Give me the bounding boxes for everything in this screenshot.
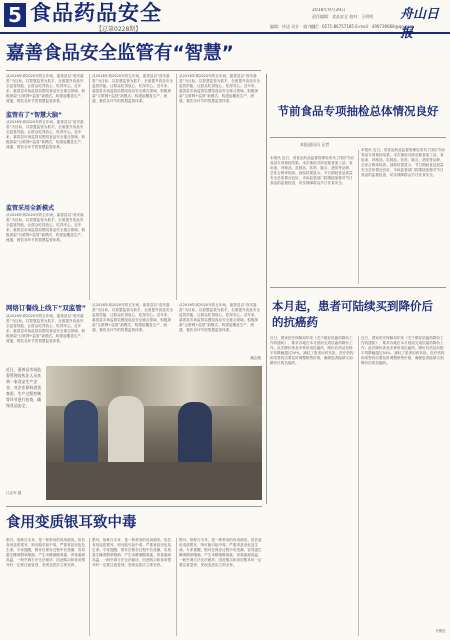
date-line: 2018年9月29日 (312, 8, 346, 13)
article4-col1: 银耳，俗称白木耳，是一种常用的食用菌类。但若食用变质银耳，则可能引起中毒，严重者甚至危及生命。专家提醒，银耳在保存过程中若受潮，容易滋生椰毒假单胞菌，产生米酵菌酸毒素，该毒素耐高温，一般烹调方法无法破坏，因此购买和食用银耳时一定要注意鉴别，发现变质应立即丢弃。 (6, 538, 86, 567)
article1-author: 潘志刚 (250, 356, 261, 360)
editor-line: 编辑：传达 设计：姚力丹 (270, 24, 316, 29)
article1-col2-b: 从2016年到2020年的五年间，嘉善县以“食安嘉善”为目标，以智慧监管为抓手，全面提升食品安全监管效能，让群众吃得放心、吃得安心。近年来，嘉善县市场监管局围绕食品安全重点领域，积极探索“互联网+监管”新模式，构建起覆盖生产、流通、餐饮各环节的智慧监管体系。 (92, 303, 173, 332)
article1-col3: 从2016年到2020年的五年间，嘉善县以“食安嘉善”为目标，以智慧监管为抓手，全面提升食品安全监管效能，让群众吃得放心、吃得安心。近年来，嘉善县市场监管局围绕食品安全重点领域，积极探索“互联网+监管”新模式，构建起覆盖生产、流通、餐饮各环节的智慧监管体系。 (179, 74, 260, 103)
col-divider (358, 336, 359, 636)
article1-col1-d: 从2016年到2020年的五年间，嘉善县以“食安嘉善”为目标，以智慧监管为抓手，全面提升食品安全监管效能，让群众吃得放心、吃得安心。近年来，嘉善县市场监管局围绕食品安全重点领域，积极探索“互联网+监管”新模式，构建起覆盖生产、流通、餐饮各环节的智慧监管体系。 (6, 314, 86, 343)
article1-col1-c: 从2016年到2020年的五年间，嘉善县以“食安嘉善”为目标，以智慧监管为抓手，全面提升食品安全监管效能，让群众吃得放心、吃得安心。近年来，嘉善县市场监管局围绕食品安全重点领域，积极探索“互联网+监管”新模式，构建起覆盖生产、流通、餐饮各环节的智慧监管体系。 (6, 213, 86, 242)
col-divider (89, 74, 90, 300)
article4-col3: 银耳，俗称白木耳，是一种常用的食用菌类。但若食用变质银耳，则可能引起中毒，严重者甚至危及生命。专家提醒，银耳在保存过程中若受潮，容易滋生椰毒假单胞菌，产生米酵菌酸毒素，该毒素耐高温，一般烹调方法无法破坏，因此购买和食用银耳时一定要注意鉴别，发现变质应立即丢弃。 (179, 538, 262, 567)
page-header (0, 0, 450, 40)
newspaper-logo: 舟山日报 (400, 7, 440, 41)
article2-title: 节前食品专项抽检总体情况良好 (277, 104, 439, 118)
edition-label: 【总第0228期】 (96, 26, 142, 33)
col-divider (176, 538, 177, 636)
article1-title: 嘉善食品安全监管有“智慧” (6, 43, 234, 64)
photo-credit: 江志军 摄 (6, 491, 22, 495)
article1-col1-a: 从2016年到2020年的五年间，嘉善县以“食安嘉善”为目标，以智慧监管为抓手，全面提升食品安全监管效能，让群众吃得放心、吃得安心。近年来，嘉善县市场监管局围绕食品安全重点领域，积极探索“互联网+监管”新模式，构建起覆盖生产、流通、餐饮各环节的智慧监管体系。 (6, 74, 86, 103)
article4-rule (6, 506, 262, 507)
col-divider (176, 74, 177, 300)
article1-rule (6, 70, 261, 71)
col-divider (358, 150, 359, 284)
article3-title: 本月起，患者可陆续买到降价后的抗癌药 (272, 299, 433, 329)
footer-editor: 马维红 (435, 629, 446, 633)
article1-col3-b: 从2016年到2020年的五年间，嘉善县以“食安嘉善”为目标，以智慧监管为抓手，全面提升食品安全监管效能，让群众吃得放心、吃得安心。近年来，嘉善县市场监管局围绕食品安全重点领域，积极探索“互联网+监管”新模式，构建起覆盖生产、流通、餐饮各环节的智慧监管体系。 (179, 303, 260, 332)
article4-title: 食用变质银耳致中毒 (6, 515, 137, 531)
section-title: 食品药品安全 (30, 1, 162, 25)
photo-table (46, 462, 262, 500)
header-rule (0, 32, 450, 34)
phone-line: 电话：0571-86757185 E-mail：490739668@qq.com (310, 24, 414, 29)
article1-col2: 从2016年到2020年的五年间，嘉善县以“食安嘉善”为目标，以智慧监管为抓手，全面提升食品安全监管效能，让群众吃得放心、吃得安心。近年来，嘉善县市场监管局围绕食品安全重点领域，积极探索“互联网+监管”新模式，构建起覆盖生产、流通、餐饮各环节的智慧监管体系。 (92, 74, 173, 103)
page-number: 5 (4, 3, 26, 27)
photo-caption: 近日，嘉善县市场监督管理局执法人员来到一家食品生产企业，对企业原料进货查验、生产过程控制等环节进行检查，确保食品安全。 (6, 367, 42, 408)
article2-byline: 本报通讯员 记者 (300, 142, 330, 147)
article2-col2: 本报讯 近日，省食品药品监督管理局发布了国庆节前食品专项抽检结果。本次抽检共涉及粮食加工品、食用油、肉制品、乳制品、饮料、糕点、酒类等品种，总体合格率较高。抽检结果显示，节日期间食品质量安全总体情况良好，市场监管部门将继续加强对节日食品的监督检查，切实保障群众节日饮食安全。 (361, 148, 445, 177)
article2-col1: 本报讯 近日，省食品药品监督管理局发布了国庆节前食品专项抽检结果。本次抽检共涉及粮食加工品、食用油、肉制品、乳制品、饮料、糕点、酒类等品种，总体合格率较高。抽检结果显示，节日期间食品质量安全总体情况良好，市场监管部门将继续加强对节日食品的监督检查，切实保障群众节日饮食安全。 (270, 156, 354, 185)
article2-rule (270, 137, 446, 138)
date-line-2: 责任编辑：食品安全 校对：王明明 (312, 14, 374, 19)
section-rule (270, 287, 446, 288)
article1-col1-b: 从2016年到2020年的五年间，嘉善县以“食安嘉善”为目标，以智慧监管为抓手，全面提升食品安全监管效能，让群众吃得放心、吃得安心。近年来，嘉善县市场监管局围绕食品安全重点领域，积极探索“互联网+监管”新模式，构建起覆盖生产、流通、餐饮各环节的智慧监管体系。 (6, 120, 86, 149)
subheading-brain: 监管有了“智慧大脑” (6, 112, 62, 119)
subheading-mode: 监管采用全新模式 (6, 205, 55, 212)
news-photo (46, 366, 262, 500)
subheading-delivery: 网络订餐线上线下“双监管” (6, 304, 87, 312)
article3-col1: 近日，国家医疗保障局印发《关于做好抗癌药降价工作的通知》，要求各地在本月底前完成抗癌药降价工作。此次降价涉及多种常用抗癌药，降价后药品价格平均降幅超过50%，减轻了患者用药负担。医疗机构和零售药店要及时调整销售价格，确保患者能够买到降价后的抗癌药。 (270, 336, 354, 365)
article3-col2: 近日，国家医疗保障局印发《关于做好抗癌药降价工作的通知》，要求各地在本月底前完成抗癌药降价工作。此次降价涉及多种常用抗癌药，降价后药品价格平均降幅超过50%，减轻了患者用药负担。医疗机构和零售药店要及时调整销售价格，确保患者能够买到降价后的抗癌药。 (361, 336, 445, 365)
col-divider (89, 538, 90, 636)
article4-col2: 银耳，俗称白木耳，是一种常用的食用菌类。但若食用变质银耳，则可能引起中毒，严重者甚至危及生命。专家提醒，银耳在保存过程中若受潮，容易滋生椰毒假单胞菌，产生米酵菌酸毒素，该毒素耐高温，一般烹调方法无法破坏，因此购买和食用银耳时一定要注意鉴别，发现变质应立即丢弃。 (92, 538, 172, 567)
page-divider (266, 74, 267, 504)
